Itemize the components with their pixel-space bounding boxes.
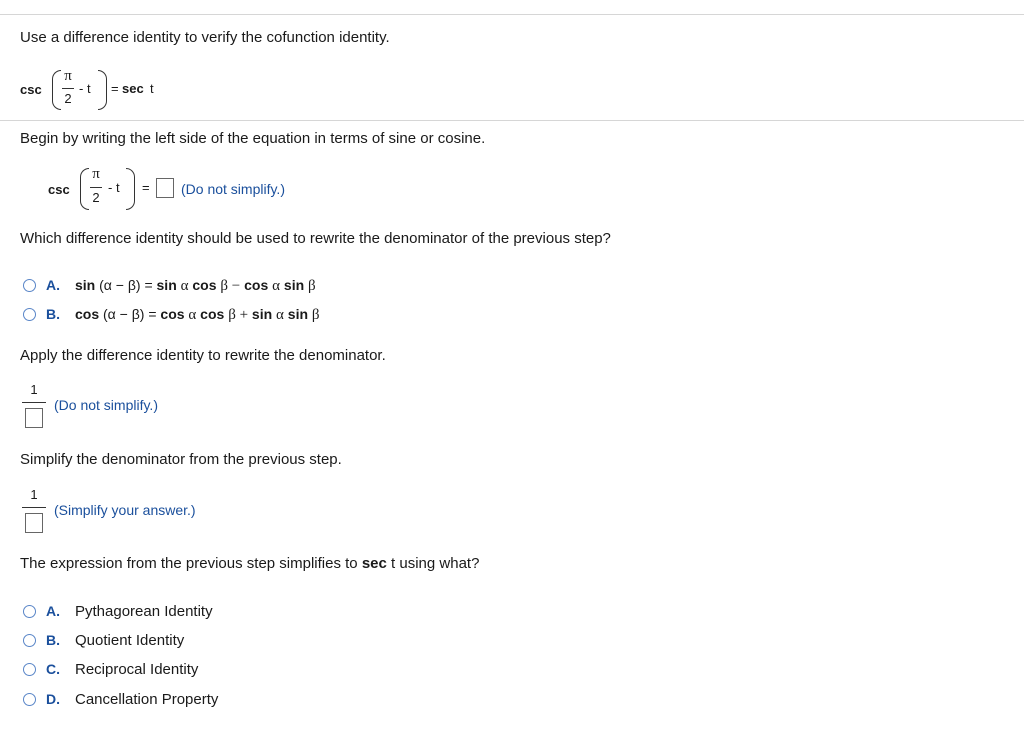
csc-label: csc bbox=[20, 82, 42, 97]
radio-button[interactable] bbox=[23, 279, 36, 292]
right-paren bbox=[126, 168, 135, 210]
option-text: Reciprocal Identity bbox=[75, 661, 199, 678]
func-cos: cos bbox=[75, 306, 100, 322]
args: (α − β) = bbox=[99, 277, 153, 293]
left-paren bbox=[80, 168, 89, 210]
sec-label: sec bbox=[361, 555, 387, 572]
step1-instruction: Begin by writing the left side of the equation in terms of sine or cosine. bbox=[20, 130, 486, 147]
option-letter: A. bbox=[46, 277, 60, 293]
func-sin: sin bbox=[75, 277, 96, 293]
numerator-one: 1 bbox=[30, 382, 38, 397]
fraction-bar bbox=[22, 507, 46, 508]
func-cos: cos bbox=[200, 306, 225, 322]
alpha: α bbox=[276, 307, 284, 323]
beta: β bbox=[308, 278, 316, 294]
step1-hint: (Do not simplify.) bbox=[181, 181, 285, 197]
func-sin: sin bbox=[156, 277, 177, 293]
minus-t: - t bbox=[108, 180, 120, 195]
func-sin: sin bbox=[283, 277, 305, 293]
func-sin: sin bbox=[251, 306, 273, 322]
minus-t: - t bbox=[79, 81, 91, 96]
fraction-bar bbox=[90, 187, 102, 188]
two-denominator: 2 bbox=[64, 91, 72, 106]
question2-text-after: t using what? bbox=[386, 555, 480, 572]
left-paren bbox=[52, 70, 61, 110]
func-sin: sin bbox=[287, 306, 309, 322]
beta-plus: β + bbox=[228, 307, 249, 323]
radio-button[interactable] bbox=[23, 605, 36, 618]
question-prompt: Use a difference identity to verify the cofunction identity. bbox=[20, 29, 390, 46]
step2-hint: (Do not simplify.) bbox=[54, 397, 158, 413]
func-cos: cos bbox=[244, 277, 269, 293]
step1-answer-input[interactable] bbox=[156, 178, 174, 198]
option-letter: A. bbox=[46, 603, 60, 619]
option-text: Cancellation Property bbox=[75, 691, 219, 708]
top-divider bbox=[0, 14, 1024, 15]
step2-instruction: Apply the difference identity to rewrite the denominator. bbox=[20, 347, 386, 364]
option-letter: C. bbox=[46, 661, 60, 677]
step3-hint: (Simplify your answer.) bbox=[54, 502, 196, 518]
pi-numerator: π bbox=[92, 166, 100, 182]
option-letter: B. bbox=[46, 306, 60, 322]
alpha: α bbox=[188, 307, 197, 323]
step3-instruction: Simplify the denominator from the previous step. bbox=[20, 451, 342, 468]
right-paren bbox=[98, 70, 107, 110]
pi-numerator: π bbox=[64, 68, 72, 84]
option-letter: D. bbox=[46, 691, 60, 707]
alpha: α bbox=[180, 278, 189, 294]
step2-denominator-input[interactable] bbox=[25, 408, 43, 428]
option-text bbox=[75, 277, 316, 295]
two-denominator: 2 bbox=[92, 190, 100, 205]
sec-label: sec bbox=[122, 81, 144, 96]
numerator-one: 1 bbox=[30, 487, 38, 502]
args: (α − β) = bbox=[103, 306, 157, 322]
option-text: Quotient Identity bbox=[75, 632, 185, 649]
question1-text: Which difference identity should be used to rewrite the denominator of the previous step? bbox=[20, 230, 611, 247]
section-divider bbox=[0, 120, 1024, 121]
func-cos: cos bbox=[192, 277, 217, 293]
radio-button[interactable] bbox=[23, 634, 36, 647]
equals-sign: = bbox=[111, 81, 119, 96]
option-text bbox=[75, 306, 320, 324]
option-letter: B. bbox=[46, 632, 60, 648]
csc-label: csc bbox=[48, 182, 70, 197]
beta: β bbox=[311, 307, 320, 323]
beta-minus: β − bbox=[220, 278, 241, 294]
alpha: α bbox=[272, 278, 281, 294]
question2-text-before: The expression from the previous step simplifies to bbox=[20, 555, 362, 572]
question2-text bbox=[20, 555, 479, 572]
fraction-bar bbox=[22, 402, 46, 403]
radio-button[interactable] bbox=[23, 693, 36, 706]
t-variable: t bbox=[150, 81, 154, 96]
equals-sign: = bbox=[142, 180, 150, 195]
func-cos: cos bbox=[160, 306, 185, 322]
radio-button[interactable] bbox=[23, 663, 36, 676]
fraction-bar bbox=[62, 88, 74, 89]
option-text: Pythagorean Identity bbox=[75, 603, 213, 620]
step3-denominator-input[interactable] bbox=[25, 513, 43, 533]
radio-button[interactable] bbox=[23, 308, 36, 321]
